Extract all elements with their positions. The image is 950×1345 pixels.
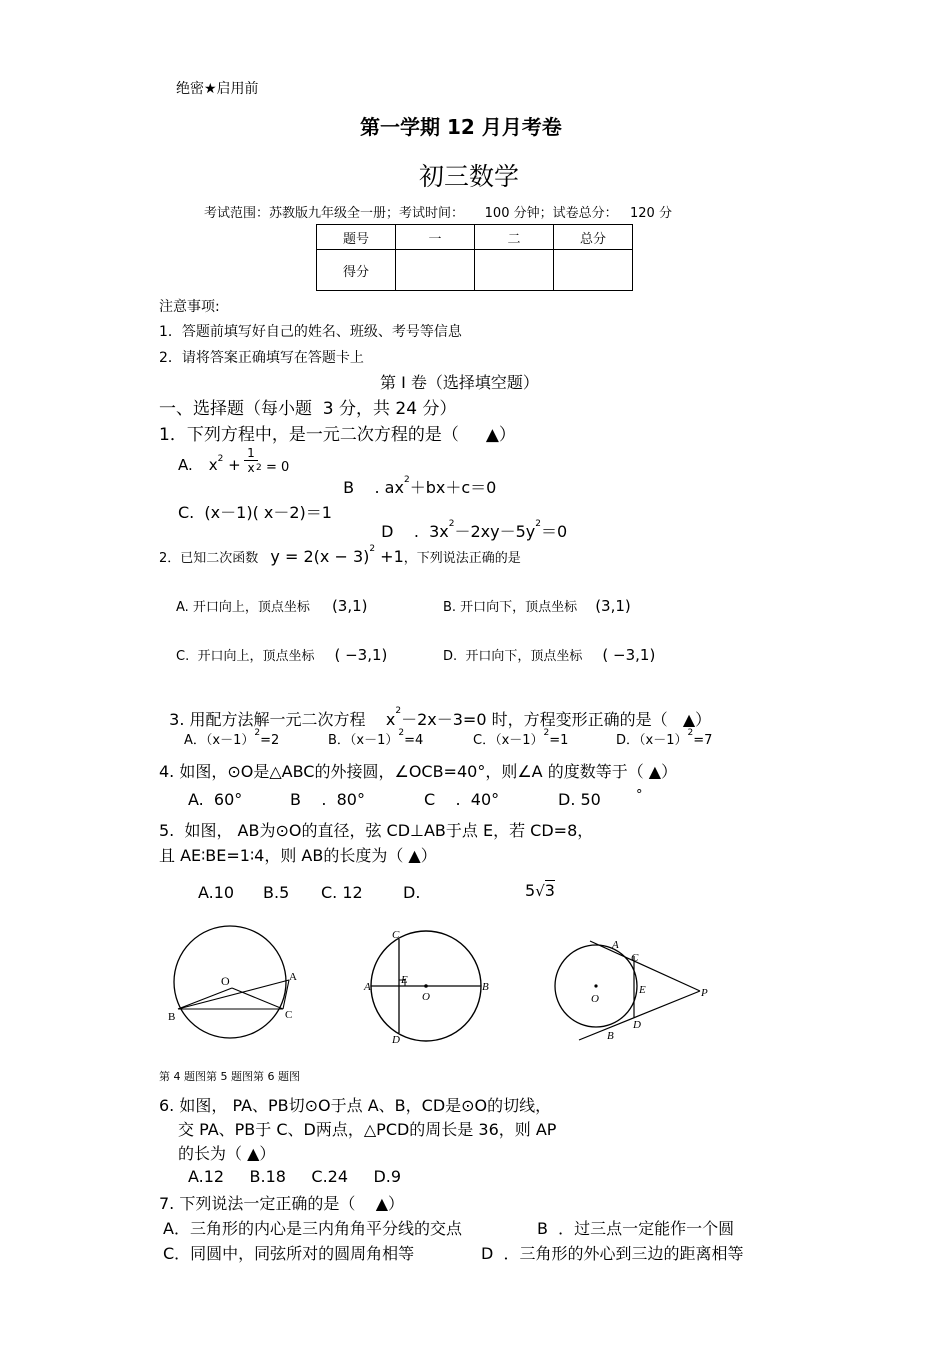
figure-6 xyxy=(545,930,725,1045)
q4-option-a: A. 60° xyxy=(188,790,243,809)
q5-option-c: C. 12 xyxy=(321,883,363,902)
q4-option-d: D. 50 xyxy=(558,790,601,809)
fig5-label-b: B xyxy=(482,981,489,993)
fig5-label-e: E xyxy=(401,974,408,986)
q6-stem-2: 交 PA、PB于 C、D两点，△PCD的周长是 36，则 AP xyxy=(178,1120,557,1139)
part-heading: 一、选择题（每小题 3 分，共 24 分） xyxy=(159,399,457,419)
q7-option-a: A．三角形的内心是三内角角平分线的交点 xyxy=(163,1219,462,1238)
q4-option-c: C . 40° xyxy=(424,790,500,809)
q5-option-d: D. xyxy=(403,883,421,902)
fig4-label-c: C xyxy=(285,1009,293,1021)
q4-stem: 4. 如图，⊙O是△ABC的外接圆，∠OCB=40°，则∠A 的度数等于（ ▲） xyxy=(159,762,678,781)
q2-option-d: D. 开口向下，顶点坐标 ( −3,1) xyxy=(443,646,656,664)
q7-option-d: D ．三角形的外心到三边的距离相等 xyxy=(481,1244,744,1263)
notes-item: 1．答题前填写好自己的姓名、班级、考号等信息 xyxy=(159,324,462,340)
q4-degree: ° xyxy=(636,788,643,803)
score-header: 一 xyxy=(396,225,475,250)
score-cell xyxy=(554,250,633,291)
figure-5 xyxy=(360,925,500,1050)
fig5-label-c: C xyxy=(392,929,400,941)
q1-option-a: A. $x^2$ + xyxy=(178,454,241,474)
q2-option-b: B. 开口向下，顶点坐标 (3,1) xyxy=(443,597,631,615)
score-header: 二 xyxy=(475,225,554,250)
q5-option-d-value: 5√3 xyxy=(525,881,555,900)
q3-option-c: C．$(x-1)^2=1$ xyxy=(473,727,569,748)
q6-stem-3: 的长为（ ▲） xyxy=(178,1144,276,1163)
exam-title: 第一学期 12 月月考卷 xyxy=(360,115,562,139)
q7-option-c: C．同圆中，同弦所对的圆周角相等 xyxy=(163,1244,415,1263)
secret-label: 绝密★启用前 xyxy=(176,81,259,97)
q5-stem-2: 且 AE∶BE=1∶4，则 AB的长度为（ ▲） xyxy=(159,846,437,865)
q5-option-a: A.10 xyxy=(198,883,235,902)
score-header: 总分 xyxy=(554,225,633,250)
figure-4 xyxy=(160,925,320,1055)
fig6-label-p: P xyxy=(701,987,708,999)
q4-option-b: B . 80° xyxy=(290,790,365,809)
q7-option-b: B ．过三点一定能作一个圆 xyxy=(537,1219,735,1238)
fig5-label-a: A xyxy=(364,981,371,993)
fig4-label-b: B xyxy=(168,1011,176,1023)
notes-title: 注意事项: xyxy=(159,299,220,315)
q1-option-b: B . $ax^2+bx+c=0$ xyxy=(343,474,497,497)
q3-option-a: A．$(x-1)^2=2$ xyxy=(184,727,280,748)
score-cell xyxy=(475,250,554,291)
fig6-label-c: C xyxy=(631,952,639,964)
q1-frac-sq: 2 xyxy=(256,463,262,473)
notes-item: 2．请将答案正确填写在答题卡上 xyxy=(159,350,364,366)
score-cell xyxy=(396,250,475,291)
exam-info: 考试范围：苏教版九年级全一册；考试时间： 100 分钟；试卷总分： 120 分 xyxy=(204,206,672,221)
score-row-label: 得分 xyxy=(317,250,396,291)
fig6-label-o: O xyxy=(591,993,599,1005)
fig6-label-b: B xyxy=(607,1030,614,1042)
q1-stem: 1．下列方程中，是一元二次方程的是（ ▲） xyxy=(159,425,516,445)
q2-stem: 2．已知二次函数 $y = 2(x - 3)^2 +1$，下列说法正确的是 xyxy=(159,543,521,566)
q3-option-b: B．$(x-1)^2=4$ xyxy=(328,727,424,748)
score-table xyxy=(316,224,633,291)
q2-option-a: A. 开口向上，顶点坐标 (3,1) xyxy=(176,597,368,615)
q6-stem-1: 6. 如图， PA、PB切⊙O于点 A、B，CD是⊙O的切线， xyxy=(159,1096,552,1115)
fig5-label-d: D xyxy=(392,1034,400,1046)
fig4-label-a: A xyxy=(289,971,297,983)
q1-frac-eq: = 0 xyxy=(266,460,290,475)
score-header: 题号 xyxy=(317,225,396,250)
figure-caption: 第 4 题图第 5 题图第 6 题图 xyxy=(159,1070,300,1083)
q7-stem: 7. 下列说法一定正确的是（ ▲） xyxy=(159,1194,405,1213)
q3-option-d: D．$(x-1)^2=7$ xyxy=(616,727,713,748)
q1-fraction: 1 x xyxy=(244,446,258,475)
fig6-label-a: A xyxy=(612,939,619,951)
volume-heading: 第 Ⅰ 卷（选择填空题） xyxy=(380,373,539,392)
q6-options: A.12 B.18 C.24 D.9 xyxy=(188,1167,402,1186)
q1-option-d: D . $3x^2-2xy-5y^2=0$ xyxy=(381,518,568,541)
q5-stem-1: 5. 如图， AB为⊙O的直径，弦 CD⊥AB于点 E，若 CD=8， xyxy=(159,821,594,840)
fig6-label-e: E xyxy=(639,984,646,996)
q2-option-c: C. 开口向上，顶点坐标 ( −3,1) xyxy=(176,646,388,664)
q5-option-b: B.5 xyxy=(263,883,290,902)
fig6-label-d: D xyxy=(633,1019,641,1031)
q3-stem: 3. 用配方法解一元二次方程 $x^2-2x-3=0$ 时，方程变形正确的是（ ▲） xyxy=(169,705,712,729)
subject-title: 初三数学 xyxy=(419,162,520,191)
fig5-label-o: O xyxy=(422,991,430,1003)
fig4-label-o: O xyxy=(221,974,230,988)
q1-option-c: C. (x－1)( x－2)＝1 xyxy=(178,503,332,522)
